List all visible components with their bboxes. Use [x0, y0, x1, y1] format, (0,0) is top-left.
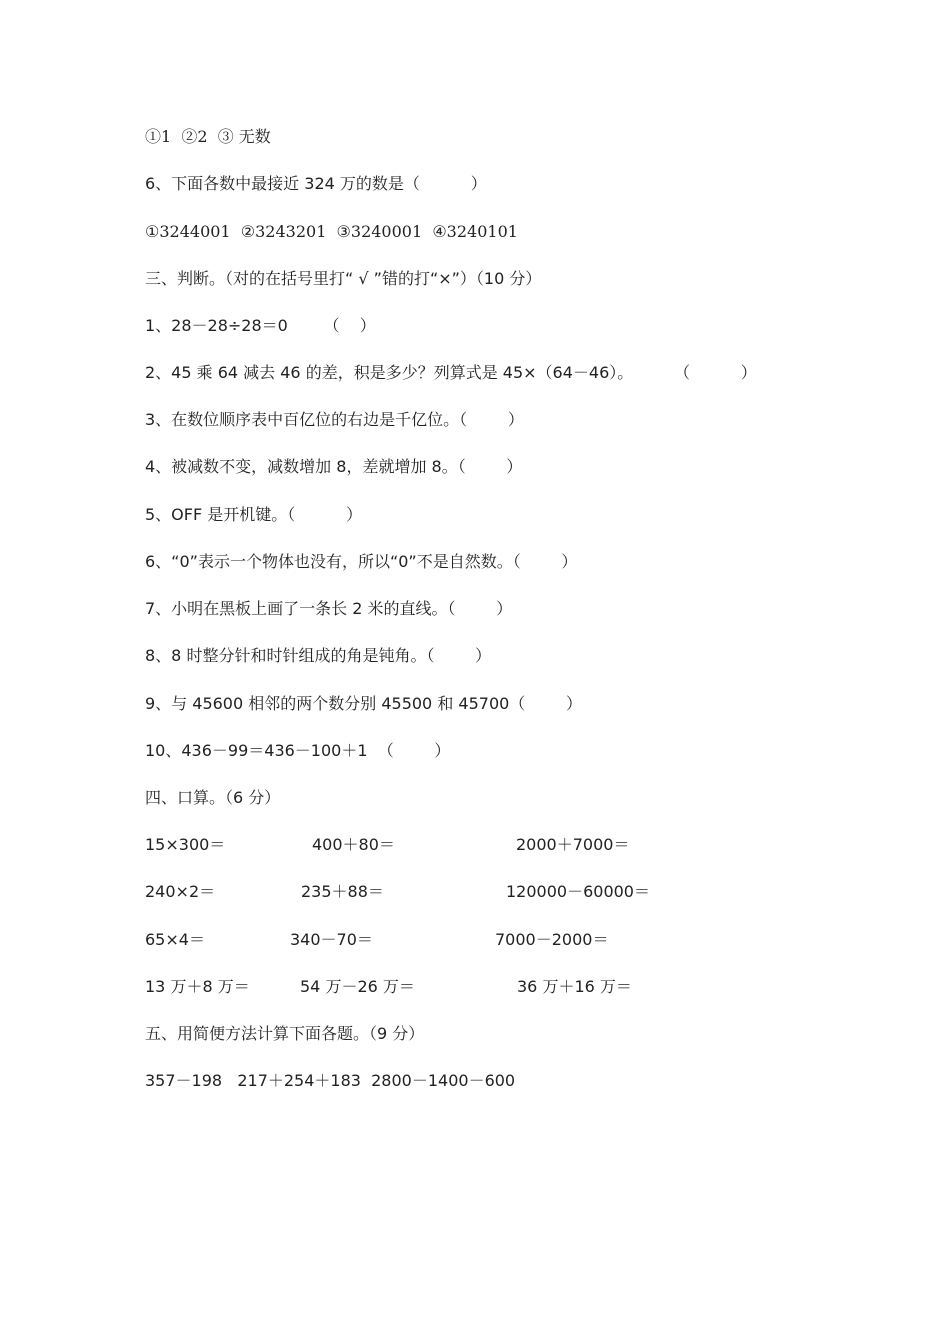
oral-r1-c3: 2000＋7000＝	[516, 835, 630, 854]
choice-options-6: ①3244001 ②3243201 ③3240001 ④3240101	[145, 222, 518, 241]
oral-r2-c1: 240×2＝	[145, 882, 216, 901]
judge-item-7: 7、小明在黑板上画了一条长 2 米的直线。（ ）	[145, 599, 513, 618]
oral-r4-c3: 36 万＋16 万＝	[517, 977, 632, 996]
judge-item-6: 6、“0”表示一个物体也没有，所以“0”不是自然数。（ ）	[145, 552, 578, 571]
judge-item-5: 5、OFF 是开机键。（ ）	[145, 505, 363, 524]
judge-item-4: 4、被减数不变，减数增加 8，差就增加 8。（ ）	[145, 457, 523, 476]
question-6: 6、下面各数中最接近 324 万的数是（ ）	[145, 174, 487, 193]
judge-item-8: 8、8 时整分针和时针组成的角是钝角。（ ）	[145, 646, 492, 665]
judge-item-9: 9、与 45600 相邻的两个数分别 45500 和 45700（ ）	[145, 694, 582, 713]
section-4-heading: 四、口算。（6 分）	[145, 788, 281, 807]
choice-options-5: ①1 ②2 ③ 无数	[145, 127, 271, 146]
simplify-problems: 357－198 217＋254＋183 2800－1400－600	[145, 1071, 516, 1090]
oral-r1-c2: 400＋80＝	[312, 835, 395, 854]
oral-r3-c3: 7000－2000＝	[495, 930, 609, 949]
oral-r4-c2: 54 万－26 万＝	[300, 977, 415, 996]
oral-r3-c1: 65×4＝	[145, 930, 205, 949]
oral-r4-c1: 13 万＋8 万＝	[145, 977, 250, 996]
section-5-heading: 五、用简便方法计算下面各题。（9 分）	[145, 1024, 425, 1043]
oral-r2-c2: 235＋88＝	[301, 882, 384, 901]
judge-item-3: 3、在数位顺序表中百亿位的右边是千亿位。（ ）	[145, 410, 524, 429]
judge-item-2: 2、45 乘 64 减去 46 的差，积是多少？列算式是 45×（64－46）。 （ ）	[145, 363, 757, 382]
oral-r2-c3: 120000－60000＝	[506, 882, 650, 901]
oral-r1-c1: 15×300＝	[145, 835, 226, 854]
judge-item-1: 1、28－28÷28＝0 （ ）	[145, 316, 376, 335]
oral-r3-c2: 340－70＝	[290, 930, 373, 949]
section-3-heading: 三、判断。（对的在括号里打“ √ ”错的打“×”）（10 分）	[145, 269, 542, 288]
judge-item-10: 10、436－99＝436－100＋1 （ ）	[145, 741, 451, 760]
